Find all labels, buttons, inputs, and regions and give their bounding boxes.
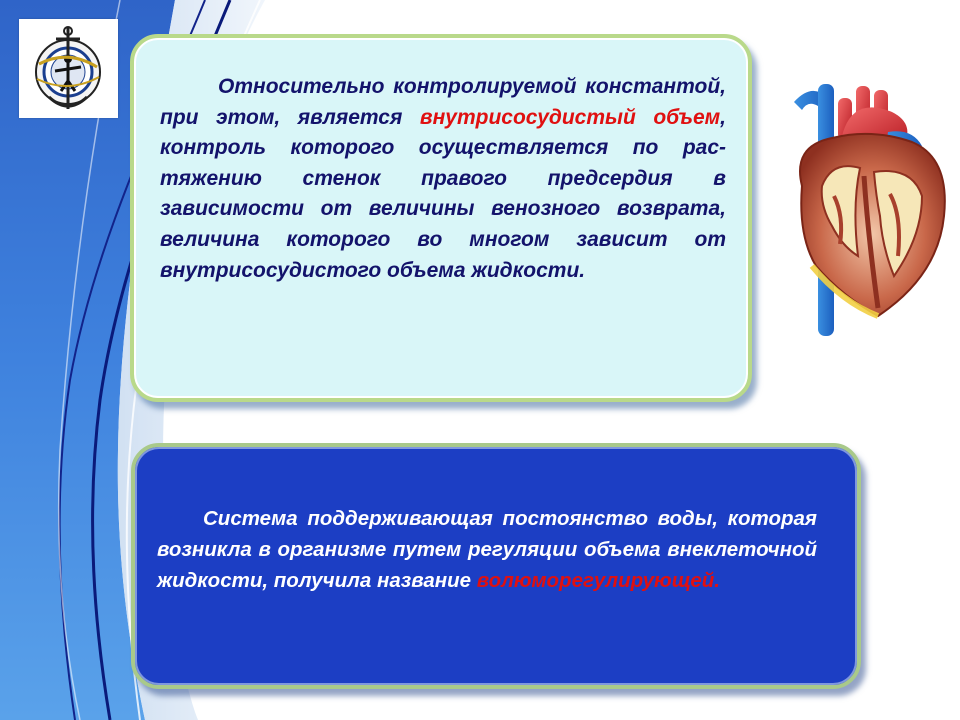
bottom-highlight: волюморегулирующей. — [476, 569, 720, 592]
bottom-text-start: Система поддерживающая постоянство воды, которая возникла в организме путем регуляции объема внеклеточной жидкости, получила название — [157, 507, 817, 592]
top-text-end: , контроль которого осуществляется по рас-тяжению стенок правого предсердия в зависимости от величины венозного возврата, величина которого во многом зависит от внутрисосудистого объема жидкости. — [160, 105, 727, 282]
heart-anatomy-icon — [782, 76, 954, 338]
top-text-start: Относительно контролируемой константой, при этом, является — [160, 75, 726, 129]
anchor-emblem-icon — [19, 19, 118, 118]
top-highlight: внутрисосудистый объем — [419, 105, 721, 129]
top-paragraph — [160, 72, 726, 286]
bottom-paragraph — [157, 503, 817, 596]
